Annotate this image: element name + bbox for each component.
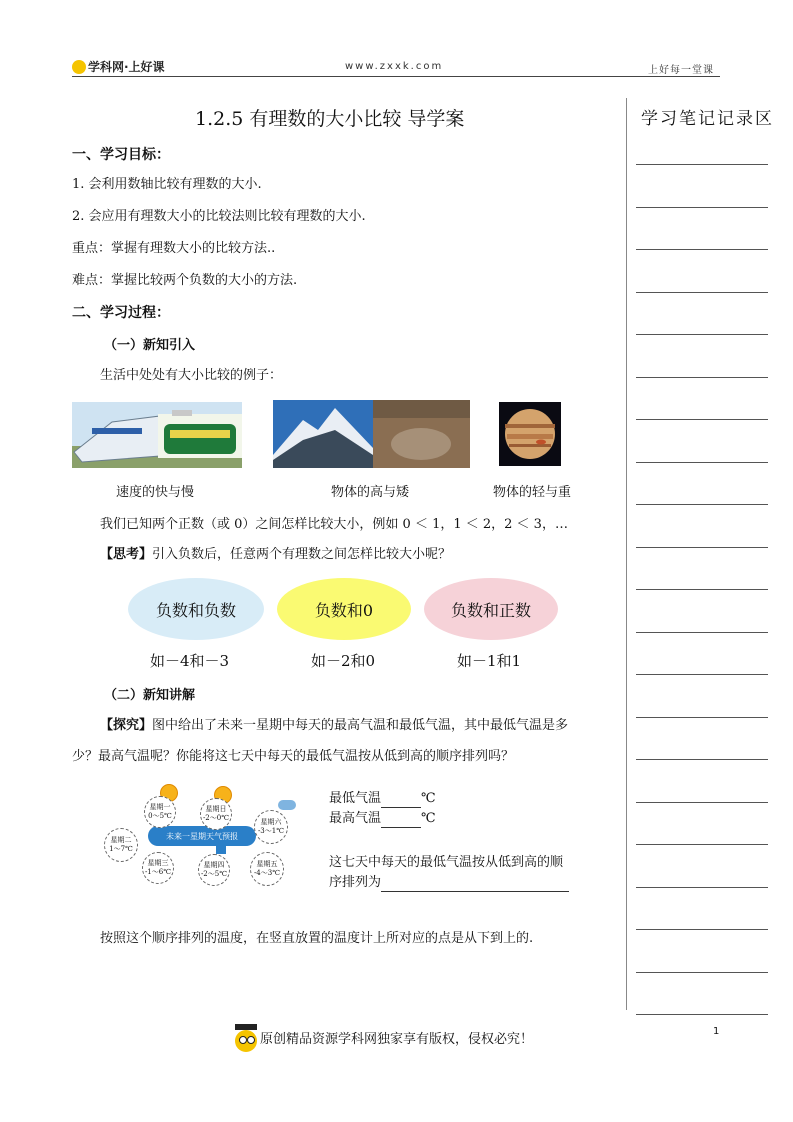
bubble-neg-zero <box>277 578 411 640</box>
day-tuesday: 星期二 1～7℃ <box>104 828 138 862</box>
bubble-label: 负数和正数 <box>450 600 531 620</box>
note-line <box>636 717 768 718</box>
note-line <box>636 802 768 803</box>
day-sunday: 星期日 -2～0℃ <box>200 798 232 830</box>
bubble-label: 负数和负数 <box>155 600 236 620</box>
notes-title: 学习笔记记录区 <box>641 109 774 129</box>
note-line <box>636 419 768 420</box>
site-url: www.zxxk.com <box>345 61 444 72</box>
header-divider <box>72 76 720 77</box>
day-thursday: 星期四 -2～5℃ <box>198 854 230 886</box>
note-line <box>636 462 768 463</box>
note-line <box>636 207 768 208</box>
unit: ℃ <box>421 811 436 826</box>
day-saturday: 星期六 -3～1℃ <box>254 810 288 844</box>
logo-text: 学科网·上好课 <box>88 60 165 74</box>
note-line <box>636 292 768 293</box>
note-line <box>636 674 768 675</box>
note-line <box>636 632 768 633</box>
cloud-icon <box>278 800 296 810</box>
day-friday: 星期五 -4～3℃ <box>250 852 284 886</box>
example-neg-zero: 如－2和0 <box>311 652 376 670</box>
rain-icon <box>216 844 226 854</box>
note-line <box>636 589 768 590</box>
jupiter-photo <box>499 402 561 466</box>
copyright-notice: 原创精品资源学科网独家享有版权，侵权必究！ <box>260 1032 534 1047</box>
think-line <box>100 546 451 564</box>
think-text: 引入负数后，任意两个有理数之间怎样比较大小呢？ <box>152 547 452 562</box>
low-temp-blank[interactable] <box>381 794 421 808</box>
weather-banner: 未来一星期天气预报 <box>148 826 256 846</box>
low-temp-field <box>329 790 436 808</box>
train-photo <box>72 402 242 468</box>
note-line <box>636 972 768 973</box>
explore-text: 图中给出了未来一星期中每天的最高气温和最低气温，其中最低气温是多 <box>152 718 569 733</box>
logo-icon <box>72 60 86 74</box>
intro-text: 生活中处处有大小比较的例子： <box>100 368 283 383</box>
think-tag: 【思考】 <box>100 547 153 562</box>
order-line-1: 这七天中每天的最低气温按从低到高的顺 <box>329 855 564 870</box>
example-neg-pos: 如－1和1 <box>457 652 522 670</box>
high-temp-field <box>329 810 436 828</box>
subsection-intro: （一）新知引入 <box>104 338 196 353</box>
note-line <box>636 164 768 165</box>
positive-comparison: 我们已知两个正数（或 0）之间怎样比较大小，例如 0 ＜ 1，1 ＜ 2，2 ＜ 3，… <box>100 517 568 532</box>
day-wednesday: 星期三 -1～6℃ <box>142 852 174 884</box>
bubble-neg-pos <box>424 578 558 640</box>
explore-line-1 <box>100 717 620 735</box>
note-line <box>636 759 768 760</box>
note-line <box>636 929 768 930</box>
unit: ℃ <box>421 791 436 806</box>
caption-speed: 速度的快与慢 <box>116 485 195 500</box>
page-number: 1 <box>713 1026 720 1037</box>
explore-line-2: 少？最高气温呢？你能将这七天中每天的最低气温按从低到高的顺序排列吗？ <box>72 749 515 764</box>
difficult-point: 难点：掌握比较两个负数的大小的方法. <box>72 273 298 288</box>
notes-divider <box>626 98 627 1010</box>
mascot-icon <box>233 1024 259 1052</box>
explore-tag: 【探究】 <box>100 718 153 733</box>
section1-heading: 一、学习目标： <box>72 147 170 163</box>
order-label: 序排列为 <box>329 875 382 890</box>
slogan: 上好每一堂课 <box>648 65 714 76</box>
key-point: 重点：掌握有理数大小的比较方法.. <box>72 241 276 256</box>
goal-item: 1. 会利用数轴比较有理数的大小. <box>72 177 262 192</box>
example-neg-neg: 如－4和－3 <box>150 652 230 670</box>
note-line <box>636 377 768 378</box>
note-line <box>636 1014 768 1015</box>
note-line <box>636 887 768 888</box>
high-temp-label: 最高气温 <box>329 811 382 826</box>
page-title: 1.2.5 有理数的大小比较 导学案 <box>195 108 465 130</box>
weather-diagram <box>100 782 300 888</box>
bubble-neg-neg <box>128 578 264 640</box>
order-line-2 <box>329 874 569 892</box>
mountain-photo <box>273 400 470 468</box>
caption-weight: 物体的轻与重 <box>493 485 572 500</box>
high-temp-blank[interactable] <box>381 814 421 828</box>
goal-item: 2. 会应用有理数大小的比较法则比较有理数的大小. <box>72 209 366 224</box>
note-line <box>636 844 768 845</box>
caption-height: 物体的高与矮 <box>331 485 410 500</box>
day-monday: 星期一 0～5℃ <box>144 796 176 828</box>
note-line <box>636 547 768 548</box>
order-blank[interactable] <box>381 878 569 892</box>
bubble-label: 负数和0 <box>314 600 374 620</box>
low-temp-label: 最低气温 <box>329 791 382 806</box>
subsection-explain: （二）新知讲解 <box>104 688 196 703</box>
final-line: 按照这个顺序排列的温度，在竖直放置的温度计上所对应的点是从下到上的. <box>100 931 534 946</box>
note-line <box>636 504 768 505</box>
section2-heading: 二、学习过程： <box>72 305 170 321</box>
note-line <box>636 249 768 250</box>
note-line <box>636 334 768 335</box>
